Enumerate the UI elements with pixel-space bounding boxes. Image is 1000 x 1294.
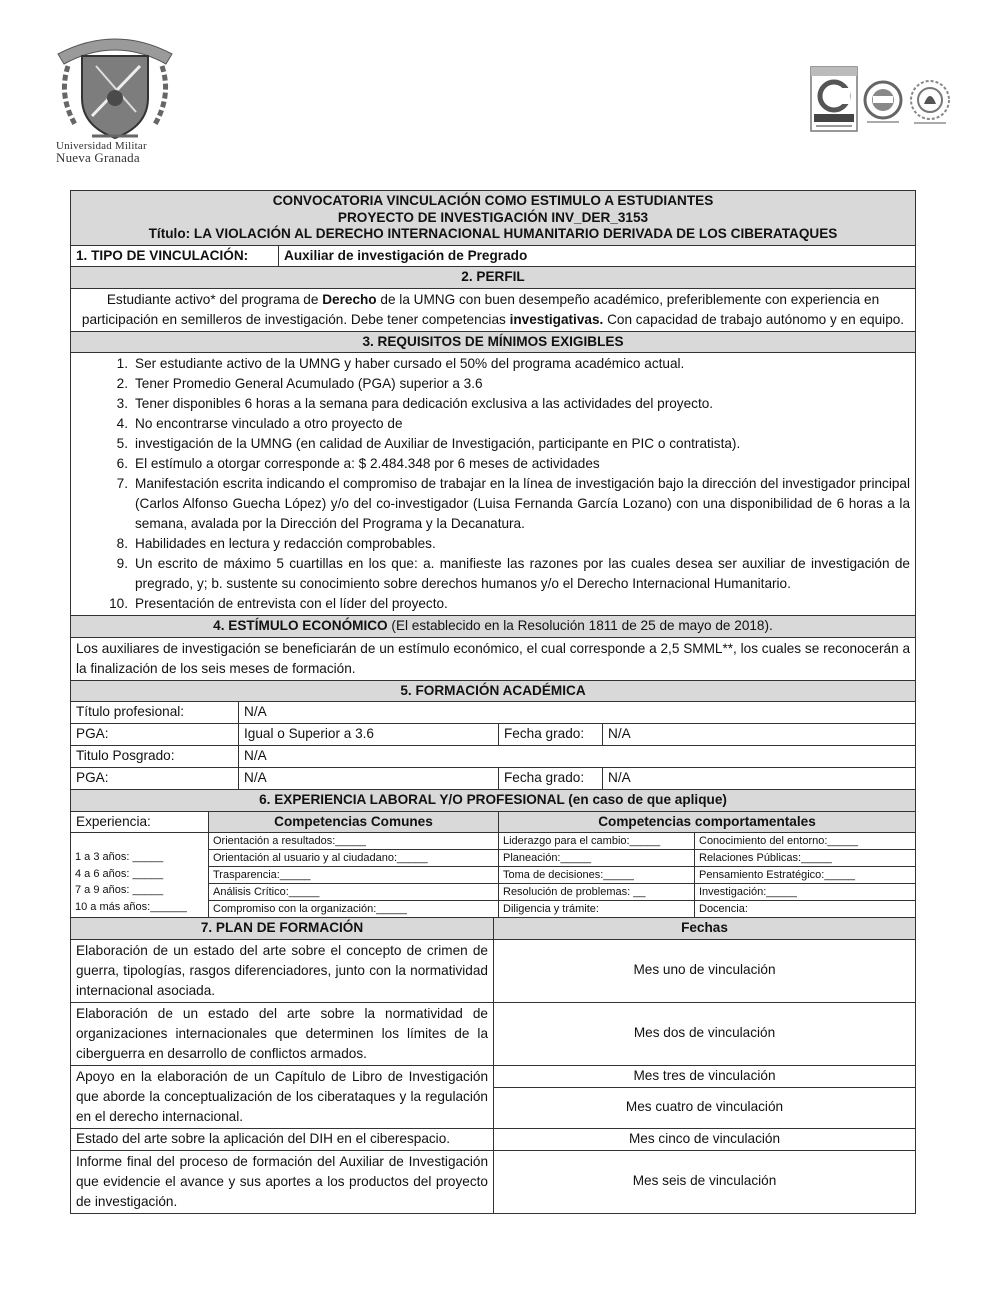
convocatoria-form bbox=[70, 190, 916, 1214]
gp-certification-logo bbox=[908, 78, 952, 131]
competencia-cell: Relaciones Públicas:_____ bbox=[695, 850, 916, 867]
fechas-header: Fechas bbox=[494, 918, 916, 940]
requisito-text: El estímulo a otorgar corresponde a: $ 2.484.348 por 6 meses de actividades bbox=[135, 456, 600, 471]
requisito-number: 5. bbox=[116, 436, 128, 451]
title-line2: PROYECTO DE INVESTIGACIÓN INV_DER_3153 bbox=[337, 209, 649, 225]
competencias-comunes-header: Competencias Comunes bbox=[209, 811, 499, 833]
experiencia-label: Experiencia: bbox=[71, 811, 209, 833]
requisito-number: 6. bbox=[116, 456, 128, 471]
requisito-item bbox=[76, 554, 910, 594]
competencia-cell: Análisis Crítico:_____ bbox=[209, 884, 499, 901]
requisito-text: Presentación de entrevista con el líder del proyecto. bbox=[135, 596, 448, 611]
titulo-profesional-label: Título profesional: bbox=[71, 702, 239, 724]
requisito-text: Habilidades en lectura y redacción comprobables. bbox=[135, 536, 436, 551]
requisito-text: Tener disponibles 6 horas a la semana para dedicación exclusiva a las actividades del proyecto. bbox=[135, 396, 714, 411]
plan-actividad-1: Elaboración de un estado del arte sobre el concepto de crimen de guerra, tipologías, rasgos diferenciadores, junto con la normatividad internacional asociada. bbox=[71, 939, 494, 1002]
competencia-cell: Orientación a resultados:_____ bbox=[209, 833, 499, 850]
requisitos-list-cell bbox=[71, 353, 916, 616]
plan-actividad-5: Estado del arte sobre la aplicación del DIH en el ciberespacio. bbox=[71, 1128, 494, 1150]
experiencia-table bbox=[70, 811, 916, 919]
requisito-text: Un escrito de máximo 5 cuartillas en los que: a. manifieste las razones por las cuales desea ser auxiliar de investigación de pregrado, y; b. sustente su conocimiento sobre derechos humanos y/o el Derecho Internacional Humanitario. bbox=[135, 556, 910, 591]
requisito-item bbox=[76, 374, 910, 394]
requisito-number: 1. bbox=[116, 356, 128, 371]
iqnet-icon bbox=[863, 80, 903, 126]
requisito-number: 4. bbox=[116, 416, 128, 431]
vinculacion-label: 1. TIPO DE VINCULACIÓN: bbox=[71, 245, 279, 267]
plan-actividad-6: Informe final del proceso de formación del Auxiliar de Investigación que evidencie el avance y sus aportes a los productos del proyecto de investigación. bbox=[71, 1150, 494, 1213]
years-7-9: 7 a 9 años: _____ bbox=[75, 884, 164, 896]
icontec-icon bbox=[810, 66, 858, 132]
plan-actividad-3: Apoyo en la elaboración de un Capítulo de Libro de Investigación que aborde la conceptualización de los ciberataques y la regulación en el derecho internacional. bbox=[71, 1065, 494, 1128]
titulo-posgrado-label: Titulo Posgrado: bbox=[71, 746, 239, 768]
requisito-item bbox=[76, 474, 910, 534]
requisito-item bbox=[76, 534, 910, 554]
icontec-certification-logo bbox=[810, 66, 858, 137]
plan-fecha-5: Mes cinco de vinculación bbox=[494, 1128, 916, 1150]
years-1-3: 1 a 3 años: _____ bbox=[75, 851, 164, 863]
requisito-number: 7. bbox=[116, 476, 128, 491]
perfil-program: Derecho bbox=[322, 291, 377, 307]
competencia-cell: Compromiso con la organización:_____ bbox=[209, 901, 499, 918]
title-line1: CONVOCATORIA VINCULACIÓN COMO ESTIMULO A ESTUDIANTES bbox=[272, 193, 714, 208]
plan-fecha-6: Mes seis de vinculación bbox=[494, 1150, 916, 1213]
requisito-item bbox=[76, 434, 910, 454]
pga-posgrado-value: N/A bbox=[239, 768, 499, 790]
title-line3: Título: LA VIOLACIÓN AL DERECHO INTERNACIONAL HUMANITARIO DERIVADA DE LOS CIBERATAQUES bbox=[148, 226, 838, 241]
years-4-6: 4 a 6 años: _____ bbox=[75, 867, 164, 880]
experiencia-header: 6. EXPERIENCIA LABORAL Y/O PROFESIONAL (en caso de que aplique) bbox=[71, 790, 916, 812]
requisito-text: Ser estudiante activo de la UMNG y haber cursado el 50% del programa académico actual. bbox=[135, 356, 685, 371]
university-name-line1: Universidad Militar bbox=[56, 140, 147, 152]
pga-label: PGA: bbox=[71, 724, 239, 746]
pga-posgrado-label: PGA: bbox=[71, 768, 239, 790]
form-title bbox=[71, 191, 916, 246]
university-name-line2: Nueva Granada bbox=[56, 150, 140, 165]
plan-fecha-3: Mes tres de vinculación bbox=[494, 1065, 916, 1087]
perfil-header: 2. PERFIL bbox=[71, 267, 916, 289]
estimulo-header-bold: 4. ESTÍMULO ECONÓMICO bbox=[213, 618, 388, 633]
requisito-number: 3. bbox=[116, 396, 128, 411]
requisito-text: Manifestación escrita indicando el compromiso de trabajar en la línea de investigación bajo la dirección del investigador principal (Carlos Alfonso Guecha López) y/o del co-investigador (Luisa Fernanda García Lozano) con una disponibilidad de 6 horas a la semana, avalada por la Dirección del Programa y la Decanatura. bbox=[135, 476, 910, 531]
plan-header: 7. PLAN DE FORMACIÓN bbox=[71, 918, 494, 940]
university-crest-icon bbox=[52, 26, 178, 146]
estimulo-text: Los auxiliares de investigación se beneficiarán de un estímulo económico, el cual corresponde a 2,5 SMML**, los cuales se reconocerán a la finalización de los seis meses de formación. bbox=[71, 637, 916, 680]
experiencia-years bbox=[71, 833, 209, 918]
requisito-text: Tener Promedio General Acumulado (PGA) superior a 3.6 bbox=[135, 376, 483, 391]
competencia-cell: Planeación:_____ bbox=[499, 850, 695, 867]
requisito-number: 10. bbox=[109, 596, 128, 611]
perfil-competencias: investigativas. bbox=[509, 311, 604, 327]
competencias-comportamentales-header: Competencias comportamentales bbox=[499, 811, 916, 833]
fecha-grado-label: Fecha grado: bbox=[499, 724, 603, 746]
requisito-item bbox=[76, 454, 910, 474]
requisito-item bbox=[76, 354, 910, 374]
requisito-item bbox=[76, 594, 910, 614]
requisito-text: investigación de la UMNG (en calidad de Auxiliar de Investigación, participante en PIC o contratista). bbox=[135, 436, 741, 451]
competencia-cell: Pensamiento Estratégico:_____ bbox=[695, 867, 916, 884]
competencia-cell: Resolución de problemas: __ bbox=[499, 884, 695, 901]
competencia-cell: Liderazgo para el cambio:_____ bbox=[499, 833, 695, 850]
competencia-cell: Investigación:_____ bbox=[695, 884, 916, 901]
requisito-number: 2. bbox=[116, 376, 128, 391]
competencia-cell: Orientación al usuario y al ciudadano:_____ bbox=[209, 850, 499, 867]
estimulo-header-rest: (El establecido en la Resolución 1811 de 25 de mayo de 2018). bbox=[387, 618, 773, 633]
competencia-cell: Toma de decisiones:_____ bbox=[499, 867, 695, 884]
titulo-profesional-value: N/A bbox=[239, 702, 916, 724]
titulo-posgrado-value: N/A bbox=[239, 746, 916, 768]
formacion-table bbox=[70, 701, 916, 812]
requisito-number: 9. bbox=[116, 556, 128, 571]
competencia-cell: Diligencia y trámite: bbox=[499, 901, 695, 918]
perfil-text-2: de la UMNG con buen desempeño académico, preferiblemente con experiencia en participación en semilleros de investigación. Debe tener competencias bbox=[81, 291, 880, 327]
perfil-text bbox=[71, 288, 916, 331]
requisitos-header: 3. REQUISITOS DE MÍNIMOS EXIGIBLES bbox=[71, 331, 916, 353]
plan-fecha-4: Mes cuatro de vinculación bbox=[494, 1087, 916, 1128]
competencia-cell: Conocimiento del entorno:_____ bbox=[695, 833, 916, 850]
fecha-grado-posgrado-label: Fecha grado: bbox=[499, 768, 603, 790]
requisito-number: 8. bbox=[116, 536, 128, 551]
competencia-cell: Docencia: bbox=[695, 901, 916, 918]
plan-fecha-1: Mes uno de vinculación bbox=[494, 939, 916, 1002]
fecha-grado-value: N/A bbox=[603, 724, 916, 746]
years-10-plus: 10 a más años:______ bbox=[75, 900, 187, 913]
requisito-item bbox=[76, 414, 910, 434]
plan-actividad-2: Elaboración de un estado del arte sobre la normatividad de organizaciones internacionales que determinen los límites de la ciberguerra en desarrollo de conflictos armados. bbox=[71, 1002, 494, 1065]
fecha-grado-posgrado-value: N/A bbox=[603, 768, 916, 790]
pga-value: Igual o Superior a 3.6 bbox=[239, 724, 499, 746]
plan-fecha-2: Mes dos de vinculación bbox=[494, 1002, 916, 1065]
competencia-cell: Trasparencia:_____ bbox=[209, 867, 499, 884]
requisitos-list bbox=[76, 354, 910, 614]
gp-icon bbox=[908, 78, 952, 126]
university-name bbox=[56, 140, 182, 164]
title-block bbox=[70, 190, 916, 702]
formacion-header: 5. FORMACIÓN ACADÉMICA bbox=[71, 680, 916, 702]
plan-formacion-table bbox=[70, 917, 916, 1214]
vinculacion-value: Auxiliar de investigación de Pregrado bbox=[279, 245, 916, 267]
perfil-text-3: Con capacidad de trabajo autónomo y en equipo. bbox=[603, 311, 905, 327]
estimulo-header bbox=[71, 616, 916, 638]
perfil-text-1: Estudiante activo* del programa de bbox=[106, 291, 323, 307]
iqnet-certification-logo bbox=[863, 80, 903, 131]
requisito-item bbox=[76, 394, 910, 414]
requisito-text: No encontrarse vinculado a otro proyecto de bbox=[135, 416, 403, 431]
